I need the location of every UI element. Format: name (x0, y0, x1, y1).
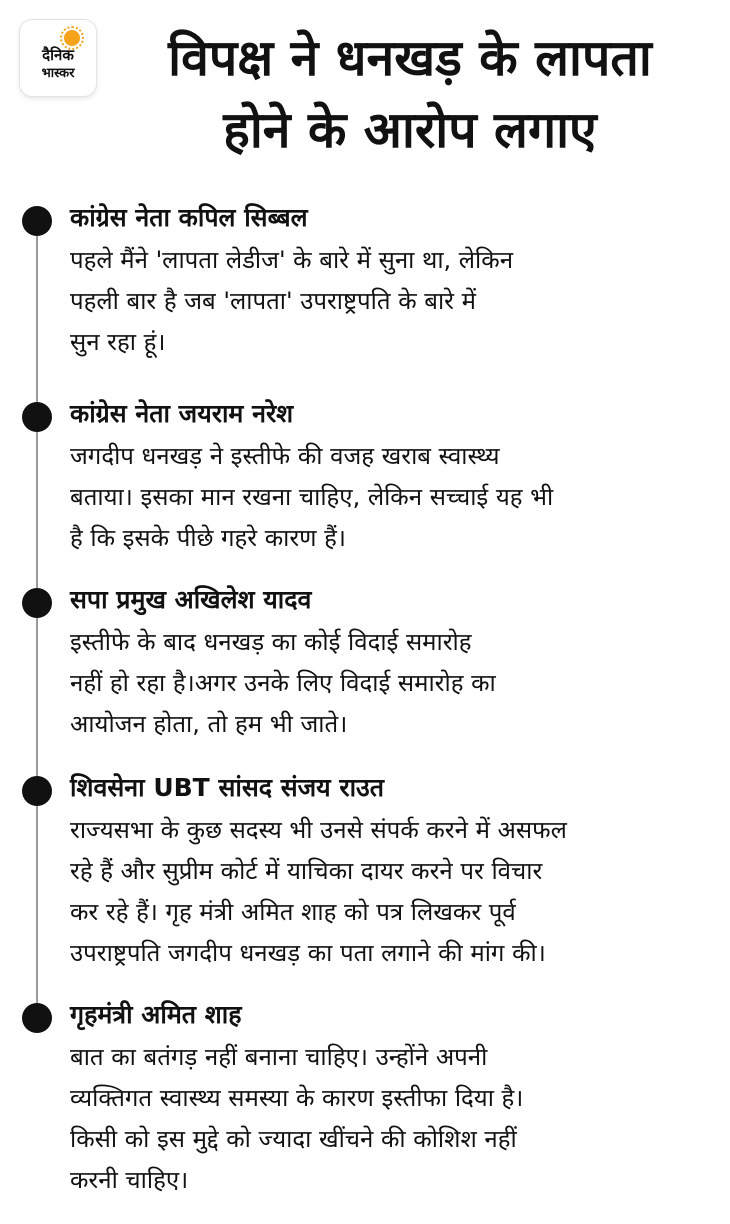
statement-line: कर रहे हैं। गृह मंत्री अमित शाह को पत्र लिखकर पूर्व (70, 898, 516, 926)
speaker-name: शिवसेना UBT सांसद संजय राउत (70, 773, 384, 802)
statement-text (70, 622, 710, 745)
title-line-2: होने के आरोप लगाए (223, 101, 597, 159)
bullet-dot-icon (22, 402, 52, 432)
dainik-bhaskar-logo (20, 20, 96, 96)
statement-line: पहले मैंने 'लापता लेडीज' के बारे में सुना था, लेकिन (70, 246, 514, 274)
statement-line: किसी को इस मुद्दे को ज्यादा खींचने की कोशिश नहीं (70, 1125, 517, 1153)
bullet-dot-icon (22, 776, 52, 806)
speaker-name: सपा प्रमुख अखिलेश यादव (70, 585, 312, 614)
logo-text-line1: दैनिक (42, 46, 74, 64)
speaker-name: कांग्रेस नेता जयराम नरेश (70, 399, 294, 428)
statement-line: सुन रहा हूं। (70, 328, 166, 356)
statement-text (70, 240, 710, 363)
statement-line: करनी चाहिए। (70, 1166, 189, 1194)
statement-text (70, 1037, 710, 1201)
statement-line: जगदीप धनखड़ ने इस्तीफे की वजह खराब स्वास्थ्य (70, 442, 500, 470)
header (0, 0, 730, 190)
bullet-dot-icon (22, 1003, 52, 1033)
statement-line: है कि इसके पीछे गहरे कारण हैं। (70, 524, 347, 552)
speaker-name: गृहमंत्री अमित शाह (70, 1000, 242, 1029)
statement-line: व्यक्तिगत स्वास्थ्य समस्या के कारण इस्तीफा दिया है। (70, 1084, 524, 1112)
statement-text (70, 810, 710, 974)
statement-text (70, 436, 710, 559)
title-line-1: विपक्ष ने धनखड़ के लापता (168, 29, 652, 87)
statements-timeline (0, 190, 730, 1224)
statement-line: उपराष्ट्रपति जगदीप धनखड़ का पता लगाने की मांग की। (70, 939, 546, 967)
bullet-dot-icon (22, 588, 52, 618)
logo-text-line2: भास्कर (41, 66, 75, 81)
bullet-dot-icon (22, 206, 52, 236)
sun-icon (64, 30, 80, 46)
statement-line: नहीं हो रहा है।अगर उनके लिए विदाई समारोह का (70, 669, 496, 697)
page-title (100, 22, 720, 166)
statement-line: बात का बतंगड़ नहीं बनाना चाहिए। उन्होंने अपनी (70, 1043, 488, 1071)
statement-line: बताया। इसका मान रखना चाहिए, लेकिन सच्चाई यह भी (70, 483, 554, 511)
statement-line: आयोजन होता, तो हम भी जाते। (70, 710, 348, 738)
statement-line: राज्यसभा के कुछ सदस्य भी उनसे संपर्क करने में असफल (70, 816, 567, 844)
statement-line: रहे हैं और सुप्रीम कोर्ट में याचिका दायर करने पर विचार (70, 857, 543, 885)
speaker-name: कांग्रेस नेता कपिल सिब्बल (70, 203, 308, 232)
statement-line: इस्तीफे के बाद धनखड़ का कोई विदाई समारोह (70, 628, 472, 656)
statement-line: पहली बार है जब 'लापता' उपराष्ट्रपति के बारे में (70, 287, 476, 315)
